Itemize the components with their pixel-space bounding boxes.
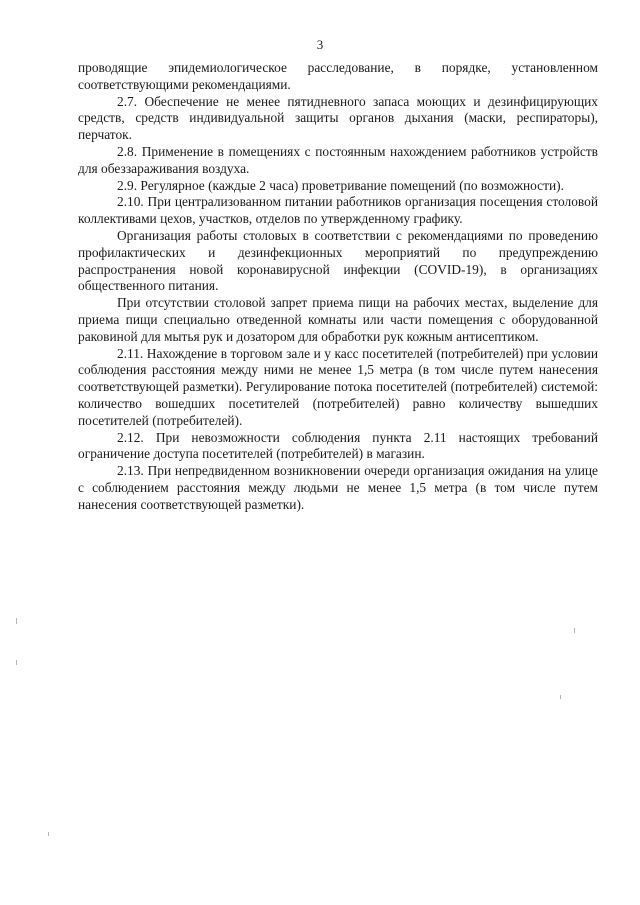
scan-speck — [574, 628, 575, 633]
scan-speck — [560, 695, 561, 699]
paragraph-continuation: проводящие эпидемиологическое расследование, в порядке, установленном соответствующими рекомендациями. — [78, 60, 598, 92]
paragraph-no-canteen: При отсутствии столовой запрет приема пищи на рабочих местах, выделение для приема пищи специально отведенной комнаты или части помещения с оборудованной раковиной для мытья рук и дозатором для обработки рук кожным антисептиком. — [78, 295, 598, 344]
scan-speck — [48, 832, 49, 836]
paragraph-2-10: 2.10. При централизованном питании работников организация посещения столовой коллективами цехов, участков, отделов по утвержденному графику. — [78, 194, 598, 227]
paragraph-2-8: 2.8. Применение в помещениях с постоянным нахождением работников устройств для обеззараживания воздуха. — [78, 143, 598, 176]
paragraph-2-12: 2.12. При невозможности соблюдения пункта 2.11 настоящих требований ограничение доступа посетителей (потребителей) в магазин. — [78, 429, 598, 462]
paragraph-2-7: 2.7. Обеспечение не менее пятидневного запаса моющих и дезинфицирующих средств, средств индивидуальной защиты органов дыхания (маски, респираторы), перчаток. — [78, 93, 598, 143]
paragraph-2-11: 2.11. Нахождение в торговом зале и у касс посетителей (потребителей) при условии соблюдения расстояния между ними не менее 1,5 метра (в том числе путем нанесения соответствующей разметки). Регулирование потока посетителей (потребителей) системой: количество вошедших посетителей (потребителей) равно количеству вышедших посетителей (потребителей). — [78, 345, 598, 428]
document-body — [78, 60, 598, 514]
scan-speck — [16, 660, 17, 665]
paragraph-2-9: 2.9. Регулярное (каждые 2 часа) проветривание помещений (по возможности). — [117, 177, 564, 193]
scan-speck — [16, 618, 17, 624]
page-number: 3 — [316, 37, 324, 52]
paragraph-2-13: 2.13. При непредвиденном возникновении очереди организация ожидания на улице с соблюдением расстояния между людьми не менее 1,5 метра (в том числе путем нанесения соответствующей разметки). — [78, 463, 598, 512]
paragraph-canteen-organization: Организация работы столовых в соответствии с рекомендациями по проведению профилактических и дезинфекционных мероприятий по предупреждению распространения новой коронавирусной инфекции (COVID-19), в организациях общественного питания. — [78, 227, 598, 294]
